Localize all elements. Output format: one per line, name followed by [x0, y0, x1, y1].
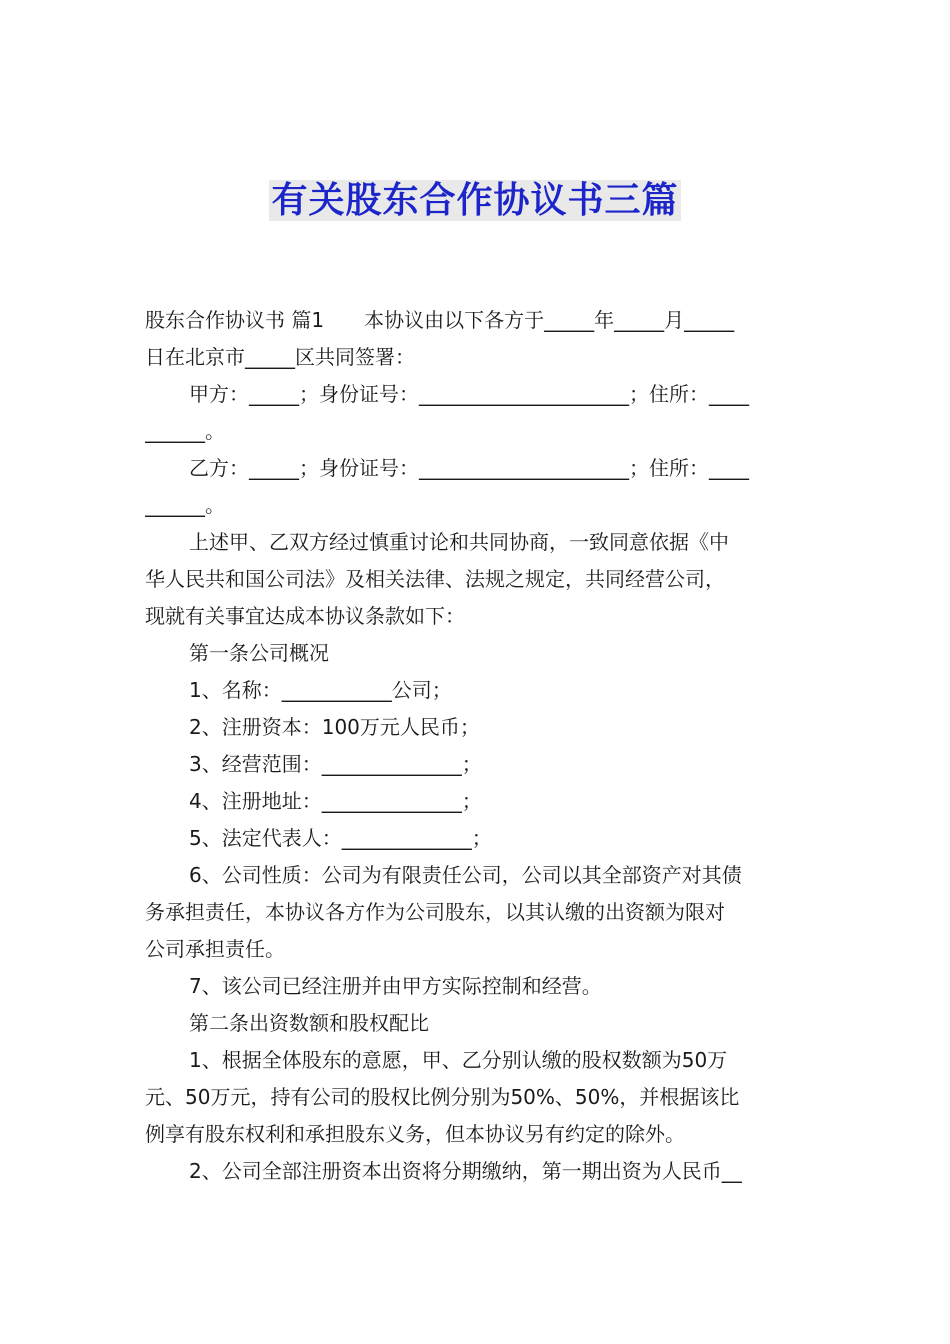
paragraph-line: 日在北京市_____区共同签署：	[145, 345, 415, 369]
paragraph-line: ______。	[145, 493, 225, 517]
paragraph-line: 2、公司全部注册资本出资将分期缴纳，第一期出资为人民币__	[189, 1159, 742, 1183]
paragraph-line: 务承担责任，本协议各方作为公司股东，以其认缴的出资额为限对	[145, 900, 725, 924]
paragraph-line: ______。	[145, 419, 225, 443]
paragraph-line: 7、该公司已经注册并由甲方实际控制和经营。	[189, 974, 602, 998]
section-heading-text: 股东合作协议书 篇1	[145, 308, 325, 332]
paragraph-line: 6、公司性质：公司为有限责任公司，公司以其全部资产对其债	[189, 863, 742, 887]
document-body	[145, 302, 807, 1190]
paragraph-line: 1、名称：___________公司；	[189, 678, 452, 702]
paragraph-line: 现就有关事宜达成本协议条款如下：	[145, 604, 465, 628]
paragraph-line: 华人民共和国公司法》及相关法律、法规之规定，共同经营公司，	[145, 567, 725, 591]
paragraph-line: 5、法定代表人：_____________；	[189, 826, 492, 850]
paragraph-line	[145, 302, 807, 339]
section-heading: 第二条出资数额和股权配比	[189, 1011, 429, 1035]
paragraph-line: 2、注册资本：100万元人民币；	[189, 715, 480, 739]
section-heading: 第一条公司概况	[189, 641, 329, 665]
paragraph-line: 甲方：_____；身份证号：_____________________；住所：____	[189, 382, 749, 406]
paragraph-line: 1、根据全体股东的意愿，甲、乙分别认缴的股权数额为50万	[189, 1048, 728, 1072]
paragraph-line: 公司承担责任。	[145, 937, 285, 961]
paragraph-line: 4、注册地址：______________；	[189, 789, 482, 813]
paragraph-text: 本协议由以下各方于_____年_____月_____	[364, 308, 735, 332]
paragraph-line: 例享有股东权利和承担股东义务，但本协议另有约定的除外。	[145, 1122, 685, 1146]
paragraph-line: 元、50万元，持有公司的股权比例分别为50%、50%，并根据该比	[145, 1085, 740, 1109]
paragraph-line: 乙方：_____；身份证号：_____________________；住所：____	[189, 456, 749, 480]
paragraph-line: 上述甲、乙双方经过慎重讨论和共同协商，一致同意依据《中	[189, 530, 729, 554]
document-title-text: 有关股东合作协议书三篇	[271, 180, 679, 221]
paragraph-line: 3、经营范围：______________；	[189, 752, 482, 776]
document-title	[0, 176, 950, 226]
